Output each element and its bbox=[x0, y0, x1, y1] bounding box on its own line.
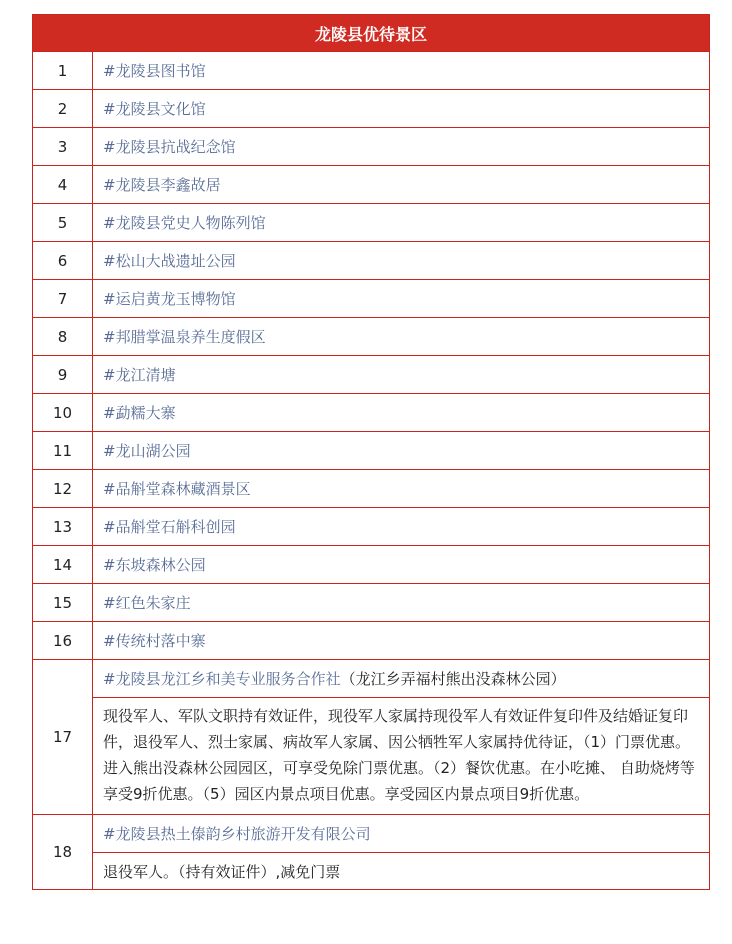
row-17-description: 现役军人、军队文职持有效证件，现役军人家属持现役军人有效证件复印件及结婚证复印件，退役军人、烈士家属、病故军人家属、因公牺牲军人家属持优待证，（1）门票优惠。进入熊出没森林公园园区，可享受免除门票优惠。（2）餐饮优惠。在小吃摊、 自助烧烤等享受9折优惠。（5）园区内景点项目优惠。享受园区内景点项目9折优惠。 bbox=[93, 698, 710, 815]
scenic-spot-link[interactable]: #邦腊掌温泉养生度假区 bbox=[93, 318, 710, 356]
preferential-scenic-spots-table-wrapper bbox=[32, 14, 709, 890]
scenic-spot-link[interactable]: #东坡森林公园 bbox=[93, 546, 710, 584]
table-row-18-bottom bbox=[33, 853, 710, 890]
row-number: 14 bbox=[33, 546, 93, 584]
row-18-number: 18 bbox=[33, 815, 93, 890]
table-row bbox=[33, 356, 710, 394]
scenic-spot-link[interactable]: #龙陵县党史人物陈列馆 bbox=[93, 204, 710, 242]
row-number: 12 bbox=[33, 470, 93, 508]
table-header-row bbox=[33, 15, 710, 52]
row-18-name-link[interactable]: #龙陵县热土傣韵乡村旅游开发有限公司 bbox=[93, 815, 710, 853]
scenic-spot-link[interactable]: #龙山湖公园 bbox=[93, 432, 710, 470]
row-number: 15 bbox=[33, 584, 93, 622]
row-number: 16 bbox=[33, 622, 93, 660]
scenic-spot-link[interactable]: #红色朱家庄 bbox=[93, 584, 710, 622]
table-row bbox=[33, 166, 710, 204]
scenic-spot-link[interactable]: #龙陵县文化馆 bbox=[93, 90, 710, 128]
row-number: 4 bbox=[33, 166, 93, 204]
table-row bbox=[33, 318, 710, 356]
row-number: 1 bbox=[33, 52, 93, 90]
scenic-spot-link[interactable]: #品斛堂森林藏酒景区 bbox=[93, 470, 710, 508]
table-row bbox=[33, 584, 710, 622]
table-row-17-top bbox=[33, 660, 710, 698]
scenic-spot-link[interactable]: #勐糯大寨 bbox=[93, 394, 710, 432]
scenic-spot-link[interactable]: #龙陵县抗战纪念馆 bbox=[93, 128, 710, 166]
table-row bbox=[33, 508, 710, 546]
scenic-spot-link[interactable]: #龙陵县图书馆 bbox=[93, 52, 710, 90]
row-number: 5 bbox=[33, 204, 93, 242]
table-row-17-bottom bbox=[33, 698, 710, 815]
table-body bbox=[33, 52, 710, 890]
scenic-spot-link[interactable]: #松山大战遗址公园 bbox=[93, 242, 710, 280]
table-row bbox=[33, 242, 710, 280]
table-row bbox=[33, 394, 710, 432]
scenic-spot-link[interactable]: #运启黄龙玉博物馆 bbox=[93, 280, 710, 318]
row-number: 6 bbox=[33, 242, 93, 280]
row-number: 10 bbox=[33, 394, 93, 432]
row-number: 9 bbox=[33, 356, 93, 394]
table-row bbox=[33, 280, 710, 318]
row-17-name-cell bbox=[93, 660, 710, 698]
table-row bbox=[33, 204, 710, 242]
row-18-description: 退役军人。（持有效证件）,减免门票 bbox=[93, 853, 710, 890]
row-number: 11 bbox=[33, 432, 93, 470]
row-number: 3 bbox=[33, 128, 93, 166]
row-number: 7 bbox=[33, 280, 93, 318]
row-17-name-suffix: （龙江乡弄福村熊出没森林公园） bbox=[340, 670, 566, 688]
row-number: 2 bbox=[33, 90, 93, 128]
row-number: 13 bbox=[33, 508, 93, 546]
scenic-spot-link[interactable]: #传统村落中寨 bbox=[93, 622, 710, 660]
table-row bbox=[33, 546, 710, 584]
preferential-scenic-spots-table bbox=[32, 14, 710, 890]
scenic-spot-link[interactable]: #品斛堂石斛科创园 bbox=[93, 508, 710, 546]
table-row bbox=[33, 52, 710, 90]
table-row bbox=[33, 432, 710, 470]
table-row bbox=[33, 90, 710, 128]
scenic-spot-link[interactable]: #龙江清塘 bbox=[93, 356, 710, 394]
table-title: 龙陵县优待景区 bbox=[33, 15, 710, 52]
table-row-18-top bbox=[33, 815, 710, 853]
row-17-name-link[interactable]: #龙陵县龙江乡和美专业服务合作社 bbox=[103, 670, 341, 688]
table-row bbox=[33, 470, 710, 508]
table-row bbox=[33, 128, 710, 166]
row-17-number: 17 bbox=[33, 660, 93, 815]
scenic-spot-link[interactable]: #龙陵县李鑫故居 bbox=[93, 166, 710, 204]
row-number: 8 bbox=[33, 318, 93, 356]
table-row bbox=[33, 622, 710, 660]
